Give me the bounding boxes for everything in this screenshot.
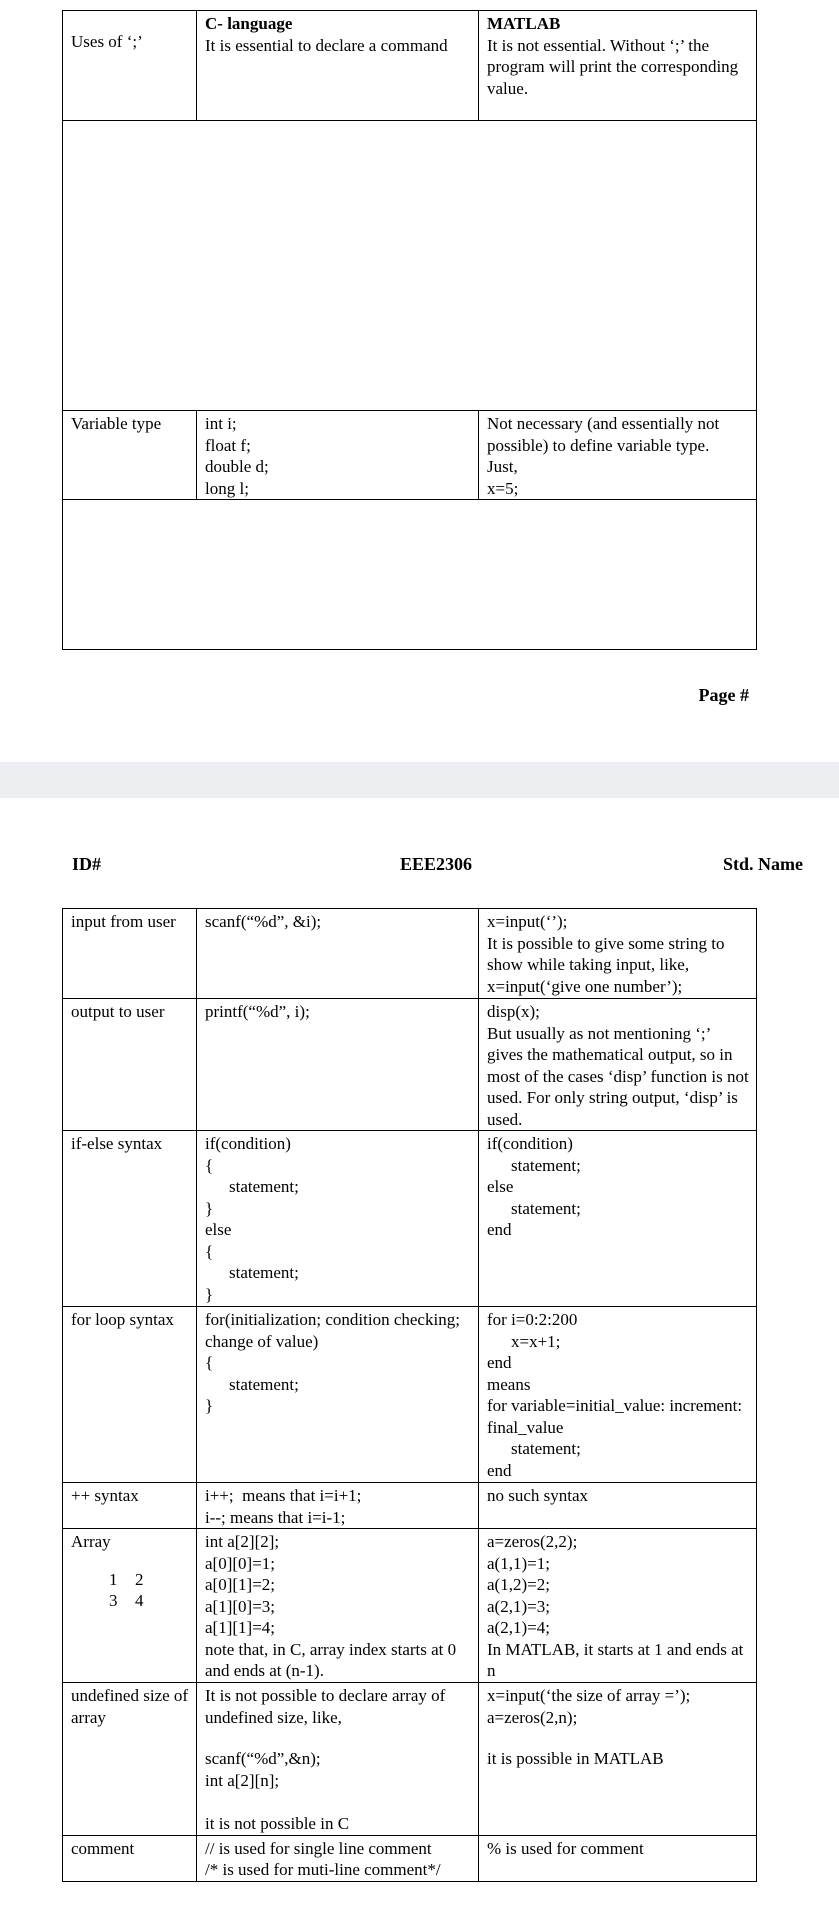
code-line: x=5; [487, 478, 519, 498]
matrix-value: 2 [135, 1569, 144, 1589]
code-line: x=x+1; [511, 1331, 561, 1351]
matlab-cell [479, 1529, 757, 1683]
row-label-cell [63, 999, 197, 1131]
code-line: statement; [511, 1198, 581, 1218]
student-name-label: Std. Name [723, 854, 803, 874]
code-line: int a[2][n]; [205, 1770, 280, 1790]
row-label: input from user [71, 912, 176, 931]
row-label: comment [71, 1838, 135, 1858]
code-line: x=input(‘’); [487, 912, 568, 931]
row-label-cell [63, 1529, 197, 1683]
row-label-cell [63, 411, 197, 500]
row-label: Array [71, 1532, 111, 1551]
cell-text: It is essential to declare a command [205, 35, 448, 55]
code-line: float f; [205, 435, 251, 455]
code-line: disp(x); [487, 1002, 540, 1021]
matlab-cell [479, 1131, 757, 1307]
matlab-cell [479, 909, 757, 999]
code-line: a(1,1)=1; [487, 1553, 550, 1573]
row-label-cell [63, 1835, 197, 1881]
code-line: } [205, 1198, 214, 1218]
table-row-for-loop [63, 1307, 757, 1483]
cell-text: it is possible in MATLAB [487, 1749, 664, 1768]
row-label-cell [63, 1683, 197, 1836]
row-label: output to user [71, 1002, 165, 1021]
cell-text: It is not possible to declare array of undefined size, like, [205, 1686, 446, 1727]
row-label-cell [63, 909, 197, 999]
code-line: } [205, 1284, 214, 1304]
c-language-cell [197, 1529, 479, 1683]
code-line: int i; [205, 414, 237, 433]
table-row-variable-type [63, 411, 757, 500]
code-line: { [205, 1155, 214, 1175]
code-line: int a[2][2]; [205, 1532, 280, 1551]
cell-text: no such syntax [487, 1486, 589, 1505]
row-label: ++ syntax [71, 1486, 139, 1505]
table-row-comment [63, 1835, 757, 1881]
course-code: EEE2306 [400, 854, 473, 874]
code-line: a=zeros(2,n); [487, 1707, 578, 1727]
matlab-cell [479, 1483, 757, 1529]
c-language-cell [197, 411, 479, 500]
code-line: statement; [511, 1439, 581, 1458]
c-language-cell [197, 909, 479, 999]
c-language-cell [197, 1483, 479, 1529]
row-label-cell [63, 1483, 197, 1529]
code-line: { [205, 1353, 214, 1372]
code-line: scanf(“%d”,&n); [205, 1749, 321, 1768]
table-row-uses-of-semicolon [63, 11, 757, 121]
row-label: if-else syntax [71, 1134, 163, 1153]
cell-text: note that, in C, array index starts at 0 and ends at (n-1). [205, 1639, 457, 1680]
page-number-label: Page # [698, 685, 749, 705]
table-row-blank [63, 500, 757, 650]
matlab-cell [479, 411, 757, 500]
code-line: statement; [229, 1374, 299, 1394]
matrix-value: 3 [109, 1590, 118, 1610]
code-line: means [487, 1374, 531, 1394]
code-line: double d; [205, 457, 269, 476]
column-header-c-language: C- language [205, 14, 293, 33]
code-line: scanf(“%d”, &i); [205, 912, 322, 931]
cell-text: It is not essential. Without ‘;’ the program will print the corresponding value. [487, 35, 739, 98]
table-row-increment [63, 1483, 757, 1529]
matlab-cell [479, 1683, 757, 1836]
code-line: end [487, 1353, 512, 1372]
code-line: a=zeros(2,2); [487, 1532, 578, 1551]
code-line: statement; [229, 1263, 299, 1282]
document-page-2 [0, 798, 839, 1920]
code-line: for i=0:2:200 [487, 1310, 578, 1329]
blank-cell [63, 500, 757, 650]
code-line: for(initialization; condition checking; change of value) [205, 1310, 460, 1351]
code-line: x=input(‘give one number’); [487, 976, 683, 996]
row-label-cell [63, 11, 197, 121]
code-line: else [487, 1177, 514, 1196]
c-language-cell [197, 1835, 479, 1881]
code-line: a(1,2)=2; [487, 1575, 550, 1594]
code-line: if(condition) [487, 1134, 573, 1153]
document-page-1 [0, 0, 839, 762]
code-line: a[0][0]=1; [205, 1553, 276, 1573]
matlab-cell [479, 1835, 757, 1881]
cell-text: % is used for comment [487, 1838, 644, 1858]
cell-text: Not necessary (and essentially not possible) to define variable type. [487, 414, 720, 455]
code-line: statement; [229, 1177, 299, 1196]
table-row-output [63, 999, 757, 1131]
code-line: printf(“%d”, i); [205, 1002, 310, 1021]
code-line: a(2,1)=4; [487, 1618, 550, 1637]
c-language-cell [197, 1683, 479, 1836]
code-line: a(2,1)=3; [487, 1596, 550, 1616]
cell-text: In MATLAB, it starts at 1 and ends at n [487, 1639, 744, 1680]
code-line: a[0][1]=2; [205, 1575, 276, 1594]
code-line: /* is used for muti-line comment*/ [205, 1860, 441, 1879]
table-row-undefined-size [63, 1683, 757, 1836]
table-row-array [63, 1529, 757, 1683]
row-label: for loop syntax [71, 1310, 174, 1329]
code-line: { [205, 1241, 214, 1261]
id-label: ID# [72, 854, 102, 874]
matlab-cell [479, 999, 757, 1131]
page-separator [0, 762, 839, 798]
code-line: a[1][1]=4; [205, 1618, 276, 1637]
cell-text: it is not possible in C [205, 1814, 350, 1833]
c-language-cell [197, 1131, 479, 1307]
code-line: } [205, 1396, 214, 1415]
matlab-cell [479, 1307, 757, 1483]
row-label: Uses of ‘;’ [71, 32, 143, 51]
blank-cell [63, 121, 757, 411]
code-line: end [487, 1460, 512, 1480]
code-line: else [205, 1220, 232, 1239]
code-line: if(condition) [205, 1134, 291, 1153]
code-line: x=input(‘the size of array =’); [487, 1686, 691, 1705]
row-label-cell [63, 1131, 197, 1307]
code-line: long l; [205, 478, 249, 498]
code-line: statement; [511, 1155, 581, 1175]
matrix-value: 4 [135, 1590, 144, 1610]
code-line: // is used for single line comment [205, 1838, 432, 1858]
comparison-table-page-1 [62, 10, 757, 650]
column-header-matlab: MATLAB [487, 14, 561, 33]
matlab-cell [479, 11, 757, 121]
table-row-if-else [63, 1131, 757, 1307]
row-label-cell [63, 1307, 197, 1483]
c-language-cell [197, 11, 479, 121]
cell-text: Just, [487, 457, 518, 476]
cell-text: But usually as not mentioning ‘;’ gives the mathematical output, so in most of the cases ‘disp’ function is not used. For only string output, ‘disp’ is used. [487, 1023, 749, 1129]
code-line: i--; means that i=i-1; [205, 1507, 346, 1527]
comparison-table-page-2 [62, 908, 757, 1882]
table-row-input [63, 909, 757, 999]
c-language-cell [197, 1307, 479, 1483]
example-matrix [109, 1569, 190, 1611]
matrix-value: 1 [109, 1569, 118, 1589]
code-line: i++; means that i=i+1; [205, 1486, 362, 1505]
cell-text: It is possible to give some string to show while taking input, like, [487, 933, 725, 974]
code-line: end [487, 1220, 512, 1239]
code-line: a[1][0]=3; [205, 1596, 276, 1616]
row-label: undefined size of array [71, 1686, 189, 1727]
c-language-cell [197, 999, 479, 1131]
row-label: Variable type [71, 414, 162, 433]
table-row-blank [63, 121, 757, 411]
code-line: for variable=initial_value: increment: final_value [487, 1396, 743, 1437]
